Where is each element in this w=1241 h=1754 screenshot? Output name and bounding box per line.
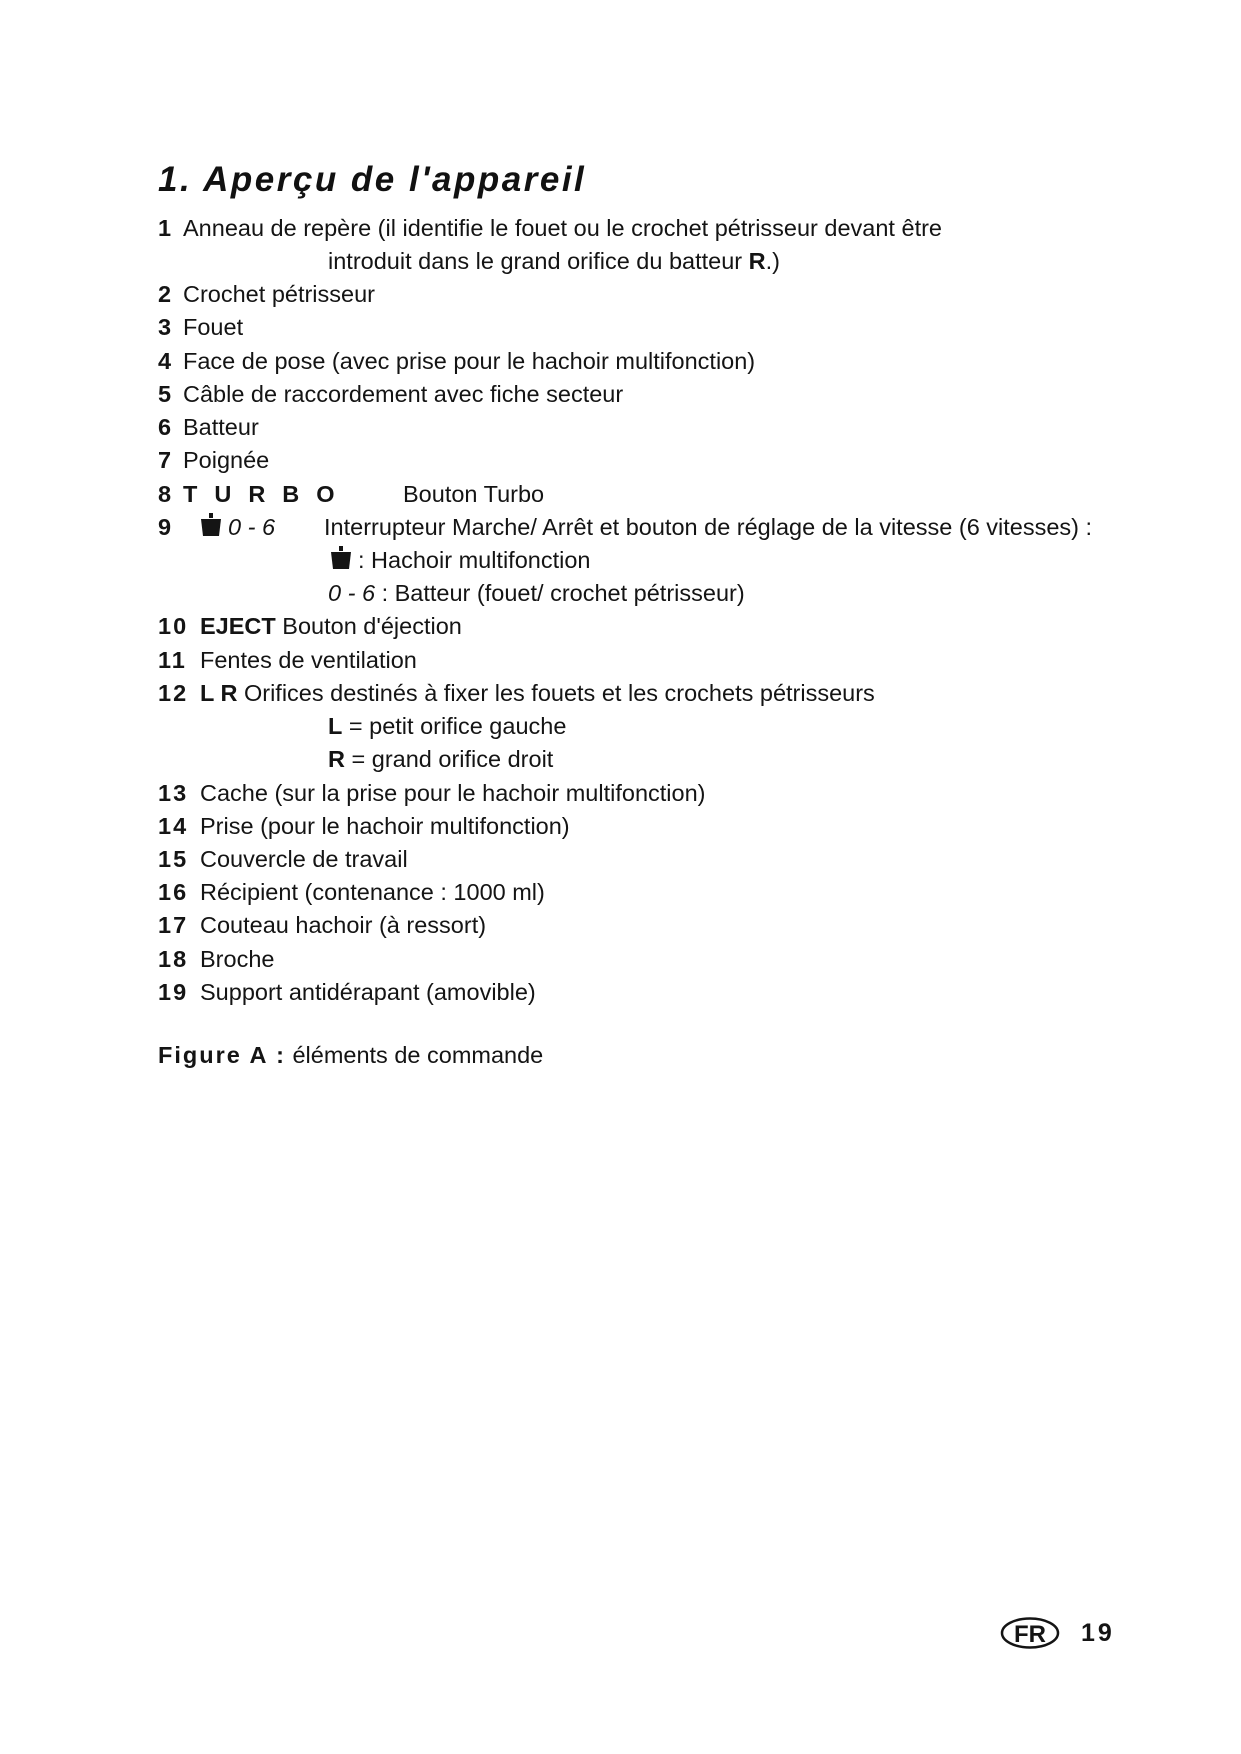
list-item: 12 L R Orifices destinés à fixer les fouets et les crochets pétrisseurs <box>158 680 875 706</box>
list-item-speed-switch: 9 0 - 6 Interrupteur Marche/ Arrêt et bouton de réglage de la vitesse (6 vitesses) : <box>158 514 1093 540</box>
figure-caption: Figure A : éléments de commande <box>158 1042 544 1068</box>
chopper-icon <box>328 545 354 571</box>
list-item-continuation: R = grand orifice droit <box>328 746 554 772</box>
list-item: 17 Couteau hachoir (à ressort) <box>158 912 487 938</box>
list-item: 6 Batteur <box>158 414 259 440</box>
list-item-continuation: L = petit orifice gauche <box>328 713 567 739</box>
list-item: 10 EJECT Bouton d'éjection <box>158 613 462 639</box>
oval-badge-icon <box>1000 1616 1060 1650</box>
list-item-continuation: introduit dans le grand orifice du batteur R.) <box>328 248 780 274</box>
list-item: 19 Support antidérapant (amovible) <box>158 979 536 1005</box>
list-item: 7 Poignée <box>158 447 270 473</box>
list-item: 3 Fouet <box>158 314 244 340</box>
list-item: 16 Récipient (contenance : 1000 ml) <box>158 879 545 905</box>
list-item: 1 Anneau de repère (il identifie le fouet ou le crochet pétrisseur devant être <box>158 215 942 241</box>
page-number: 19 <box>1081 1619 1115 1647</box>
page-title: 1. Aperçu de l'appareil <box>158 160 587 199</box>
list-item-turbo: 8 TURBO Bouton Turbo <box>158 481 545 507</box>
list-item: 5 Câble de raccordement avec fiche secteur <box>158 381 624 407</box>
list-item: 4 Face de pose (avec prise pour le hachoir multifonction) <box>158 348 756 374</box>
language-badge <box>1000 1616 1060 1650</box>
list-item: 14 Prise (pour le hachoir multifonction) <box>158 813 570 839</box>
list-item: 13 Cache (sur la prise pour le hachoir multifonction) <box>158 780 706 806</box>
list-item-continuation: 0 - 6 : Batteur (fouet/ crochet pétrisseur) <box>328 580 745 606</box>
eject-label: EJECT <box>200 613 276 639</box>
chopper-icon <box>198 512 224 538</box>
list-item: 11 Fentes de ventilation <box>158 647 417 673</box>
language-code: FR <box>1014 1621 1046 1648</box>
list-item: 2 Crochet pétrisseur <box>158 281 375 307</box>
list-item-continuation: : Hachoir multifonction <box>328 545 591 575</box>
list-item: 15 Couvercle de travail <box>158 846 408 872</box>
turbo-label: TURBO <box>183 481 352 507</box>
lr-label: L R <box>200 680 238 706</box>
list-item: 18 Broche <box>158 946 275 972</box>
